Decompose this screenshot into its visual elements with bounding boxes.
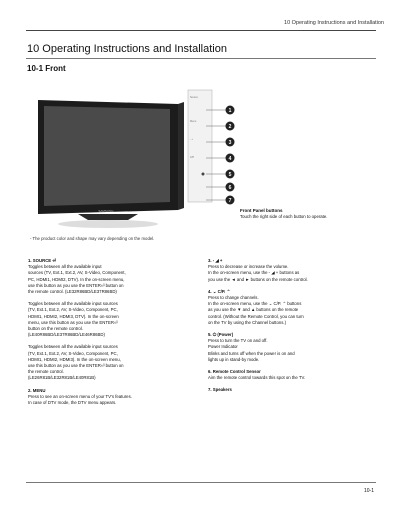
callout-7: 7 — [228, 198, 232, 204]
footer-rule — [26, 482, 376, 483]
page-title: 10 Operating Instructions and Installation — [27, 43, 227, 55]
item-3-para-1: Press to decrease or increase the volume. In the on-screen menu, use the - ◢ + buttons as you use the ◄ and ► buttons on the remote control. — [208, 264, 308, 282]
item-7-title: 7. Speakers — [208, 387, 232, 393]
item-2-para-1: Press to see an on-screen menu of your TV's features. In case of DTV mode, the DTV menu appears. — [28, 393, 132, 406]
item-5-title: 5. ⏻ (Power) — [208, 332, 234, 338]
item-4-para-1: Press to change channels. In the on-screen menu, use the ⌄ C/P. ⌃ buttons as you use the ▼ and ▲ buttons on the remote control. (Without the Remote Control, you can turn on the TV by using the Channel buttons.) — [208, 295, 304, 325]
running-header: 10 Operating Instructions and Installation — [284, 20, 384, 26]
item-2-title: 2. MENU — [28, 387, 46, 393]
item-6-para-1: Aim the remote control towards this spot on the TV. — [208, 375, 306, 381]
callout-3: 3 — [228, 140, 232, 146]
tv-logo: SAMSUNG — [98, 209, 114, 213]
callout-6: 6 — [228, 185, 232, 191]
left-column — [28, 258, 193, 412]
svg-text:- +: - + — [190, 138, 193, 141]
item-6-title: 6. Remote Control Sensor — [208, 369, 261, 375]
callout-2: 2 — [228, 124, 232, 130]
page-number: 10-1 — [363, 488, 374, 494]
item-5-para-1: Press to turn the TV on and off. Power Indicator Blinks and turns off when the power is on and lights up in stand-by mode. — [208, 338, 295, 362]
callout-4: 4 — [228, 156, 232, 162]
item-4-title: 4. ⌄ C/P. ⌃ — [208, 288, 231, 294]
callout-1: 1 — [228, 108, 232, 114]
svg-text:Source: Source — [190, 96, 198, 99]
front-panel-text: Touch the right side of each button to operate. — [240, 214, 328, 219]
front-panel-title: Front Panel buttons — [240, 208, 283, 213]
section-title: 10-1 Front — [27, 64, 66, 73]
item-1-title: 1. SOURCE ⏎ — [28, 258, 56, 263]
title-rule — [26, 58, 376, 59]
svg-text:Menu: Menu — [190, 120, 197, 123]
item-1-para-2: Toggles between all the available input sources (TV, Ext.1, Ext.2, AV, S-Video, Component, PC, HDMI1, HDMI2, HDMI3, DTV). In the on-screen menu, use this button as you use the ENTER⏎ button on the remote control. (LE40R86BD/LE37R86BD/LE46R86BD) — [28, 301, 119, 338]
callout-5: 5 — [228, 172, 232, 178]
item-1-para-3: Toggles between all the available input sources (TV, Ext.1, Ext.2, AV, S-Video, Component, PC, HDMI1, HDMI2, HDMI3). In the on-screen menu, use this button as you use the ENTER⏎ button on the remote control. (LE26R81B/LE32R81B/LE40R81B) — [28, 344, 124, 381]
right-column — [208, 258, 373, 394]
item-1-para-1: Toggles between all the available input sources (TV, Ext.1, Ext.2, AV, S-Video, Component, PC, HDMI1, HDMI2, DTV). In the on-screen menu, use this button as you use the ENTER⏎ button on the remote control. (LE32R86BD/LE37R86BD) — [28, 264, 126, 295]
product-note: - The product color and shape may vary depending on the model. — [30, 236, 155, 241]
item-3-title: 3. - ◢ + — [208, 258, 223, 263]
svg-text:C/P: C/P — [190, 156, 195, 159]
tv-front-illustration — [28, 86, 236, 230]
header-rule — [26, 30, 376, 31]
